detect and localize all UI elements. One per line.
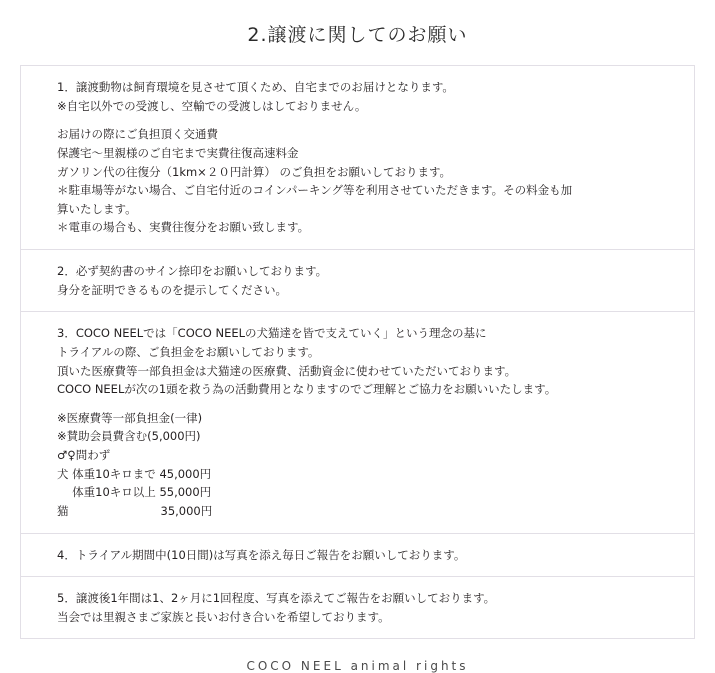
text-line: 体重10キロ以上 55,000円	[57, 485, 212, 500]
text-line: 5．譲渡後1年間は1、2ヶ月に1回程度、写真を添えてご報告をお願いしております。	[57, 591, 496, 606]
text-line: 2．必ず契約書のサイン捺印をお願いしております。	[57, 264, 328, 278]
text-line: ガソリン代の往復分（1km×２０円計算） のご負担をお願いしております。	[57, 164, 452, 179]
table-row-section-4	[21, 534, 694, 578]
text-line: 4．トライアル期間中(10日間)は写真を添え毎日ご報告をお願いしております。	[57, 547, 466, 562]
footer-brand: COCO NEEL animal rights	[246, 659, 469, 673]
text-line: ＊電車の場合も、実費往復分をお願い致します。	[57, 220, 310, 235]
text-line: 犬 体重10キロまで 45,000円	[57, 466, 212, 481]
table-row-section-2	[21, 250, 694, 312]
text-line: 頂いた医療費等一部負担金は犬猫達の医療費、活動資金に使わせていただいております。	[57, 363, 517, 378]
table-row-section-1	[21, 66, 694, 250]
text-line: 保護宅〜里親様のご自宅まで実費往復高速料金	[57, 145, 299, 160]
table-row-section-5	[21, 577, 694, 639]
text-line: ※医療費等一部負担金(一律)	[57, 410, 203, 425]
text-line: トライアルの際、ご負担金をお願いしております。	[57, 344, 320, 359]
text-line: ＊駐車場等がない場合、ご自宅付近のコインパーキング等を利用させていただきます。その料金も加	[57, 183, 573, 198]
text-line: お届けの際にご負担頂く交通費	[57, 127, 218, 142]
text-line	[57, 399, 680, 409]
text-line	[57, 115, 680, 125]
text-line: ※賛助会員費含む(5,000円)	[57, 429, 201, 444]
text-line: COCO NEELが次の1頭を救う為の活動費用となりますのでご理解とご協力をお願いいたします。	[57, 382, 557, 397]
table-row-section-3	[21, 312, 694, 533]
text-line: ♂♀問わず	[57, 448, 111, 462]
page-title: 2.譲渡に関してのお願い	[247, 24, 468, 46]
text-line: 1．譲渡動物は飼育環境を見させて頂くため、自宅までのお届けとなります。	[57, 80, 454, 94]
text-line: 身分を証明できるものを提示してください。	[57, 282, 287, 297]
text-line: 猫 35,000円	[57, 503, 213, 518]
text-line: 3．COCO NEELでは「COCO NEELの犬猫達を皆で支えていく」という理念の基に	[57, 326, 487, 341]
text-line: ※自宅以外での受渡し、空輸での受渡しはしておりません。	[57, 98, 367, 113]
text-line: 当会では里親さまご家族と長いお付き合いを希望しております。	[57, 609, 390, 624]
text-line: 算いたします。	[57, 201, 137, 216]
terms-table	[20, 65, 695, 639]
